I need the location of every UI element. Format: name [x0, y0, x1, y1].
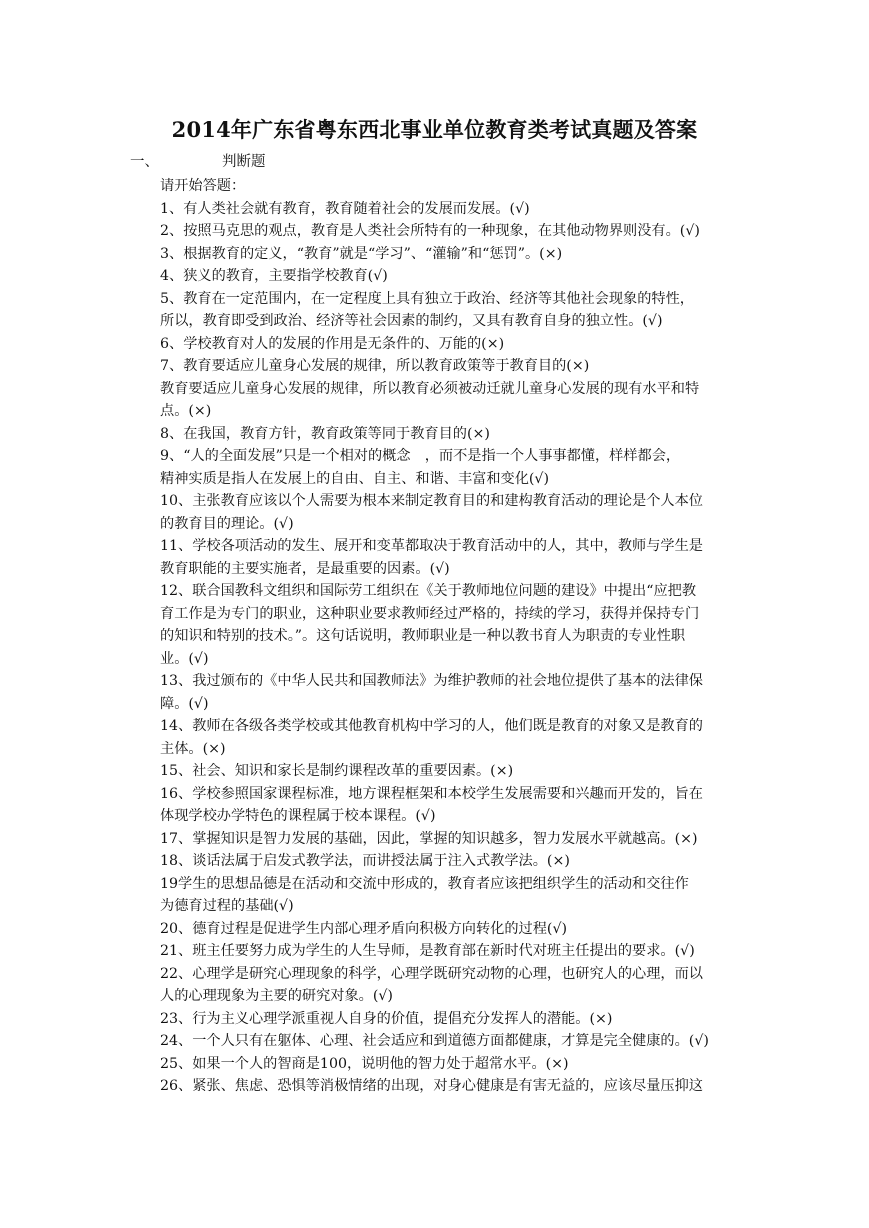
question-line: 精神实质是指人在发展上的自由、自主、和谐、丰富和变化(√) — [160, 470, 549, 487]
question-line: 业。(√) — [160, 650, 209, 667]
question-line: 人的心理现象为主要的研究对象。(√) — [160, 988, 393, 1004]
question-line: 14、教师在各级各类学校或其他教育机构中学习的人，他们既是教育的对象又是教育的 — [160, 718, 703, 734]
question-line: 13、我过颁布的《中华人民共和国教师法》为维护教师的社会地位提供了基本的法律保 — [160, 673, 703, 689]
question-line: 9、“人的全面发展”只是一个相对的概念 ，而不是指一个人事事都懂，样样都会， — [160, 448, 681, 464]
question-line: 17、掌握知识是智力发展的基础，因此，掌握的知识越多，智力发展水平就越高。(×) — [160, 830, 698, 847]
question-line: 教育职能的主要实施者，是最重要的因素。(√) — [160, 560, 450, 577]
question-line: 23、行为主义心理学派重视人自身的价值，提倡充分发挥人的潜能。(×) — [160, 1010, 613, 1027]
instruction-line: 请开始答题： — [160, 178, 246, 194]
document-title: 2014年广东省粤东西北事业单位教育类考试真题及答案 — [171, 117, 698, 142]
question-line: 教育要适应儿童身心发展的规律，所以教育必须被动迁就儿童身心发展的现有水平和特 — [160, 380, 700, 397]
question-line: 20、德育过程是促进学生内部心理矛盾向积极方向转化的过程(√) — [160, 920, 568, 937]
question-line: 22、心理学是研究心理现象的科学，心理学既研究动物的心理，也研究人的心理，而以 — [160, 965, 703, 982]
question-line: 障。(√) — [160, 695, 209, 712]
question-line: 21、班主任要努力成为学生的人生导师，是教育部在新时代对班主任提出的要求。(√) — [160, 943, 695, 959]
question-line: 12、联合国教科文组织和国际劳工组织在《关于教师地位问题的建设》中提出“应把教 — [160, 583, 697, 599]
question-line: 26、紧张、焦虑、恐惧等消极情绪的出现，对身心健康是有害无益的，应该尽量压抑这 — [160, 1078, 703, 1094]
question-line: 24、一个人只有在躯体、心理、社会适应和到道德方面都健康，才算是完全健康的。(√) — [160, 1033, 709, 1049]
question-line: 的知识和特别的技术。”。这句话说明，教师职业是一种以教书育人为职责的专业性职 — [160, 628, 686, 644]
question-list — [160, 175, 742, 1098]
section-heading — [130, 152, 266, 172]
question-line: 18、谈话法属于启发式教学法，而讲授法属于注入式教学法。(×) — [160, 853, 570, 869]
question-line: 点。(×) — [160, 403, 212, 419]
question-line: 5、教育在一定范围内，在一定程度上具有独立于政治、经济等其他社会现象的特性， — [160, 290, 694, 307]
question-line: 育工作是为专门的职业，这种职业要求教师经过严格的，持续的学习，获得并保持专门 — [160, 605, 700, 622]
question-line: 所以，教育即受到政治、经济等社会因素的制约，又具有教育自身的独立性。(√) — [160, 313, 663, 329]
question-line: 3、根据教育的定义，“教育”就是“学习”、“灌输”和“惩罚”。(×) — [160, 245, 563, 262]
question-line: 7、教育要适应儿童身心发展的规律，所以教育政策等于教育目的(×) — [160, 358, 590, 374]
question-line: 19学生的思想品德是在活动和交流中形成的，教育者应该把组织学生的活动和交往作 — [160, 875, 689, 892]
question-line: 为德育过程的基础(√) — [160, 898, 294, 914]
question-line: 4、狭义的教育，主要指学校教育(√) — [160, 268, 388, 284]
question-line: 6、学校教育对人的发展的作用是无条件的、万能的(×) — [160, 335, 505, 352]
question-line: 1、有人类社会就有教育，教育随着社会的发展而发展。(√) — [160, 200, 530, 217]
question-line: 的教育目的理论。(√) — [160, 515, 294, 532]
question-line: 体现学校办学特色的课程属于校本课程。(√) — [160, 808, 436, 824]
question-line: 8、在我国，教育方针，教育政策等同于教育目的(×) — [160, 425, 490, 442]
question-line: 11、学校各项活动的发生、展开和变革都取决于教育活动中的人，其中，教师与学生是 — [160, 538, 703, 554]
question-line: 主体。(×) — [160, 740, 226, 757]
question-line: 10、主张教育应该以个人需要为根本来制定教育目的和建构教育活动的理论是个人本位 — [160, 493, 703, 509]
question-line: 25、如果一个人的智商是100，说明他的智力处于超常水平。(×) — [160, 1055, 569, 1072]
question-line: 2、按照马克思的观点，教育是人类社会所特有的一种现象，在其他动物界则没有。(√) — [160, 223, 700, 239]
question-line: 16、学校参照国家课程标准，地方课程框架和本校学生发展需要和兴趣而开发的，旨在 — [160, 785, 703, 802]
section-number: 一、 — [130, 154, 159, 170]
section-label: 判断题 — [222, 154, 266, 170]
question-line: 15、社会、知识和家长是制约课程改革的重要因素。(×) — [160, 763, 514, 779]
